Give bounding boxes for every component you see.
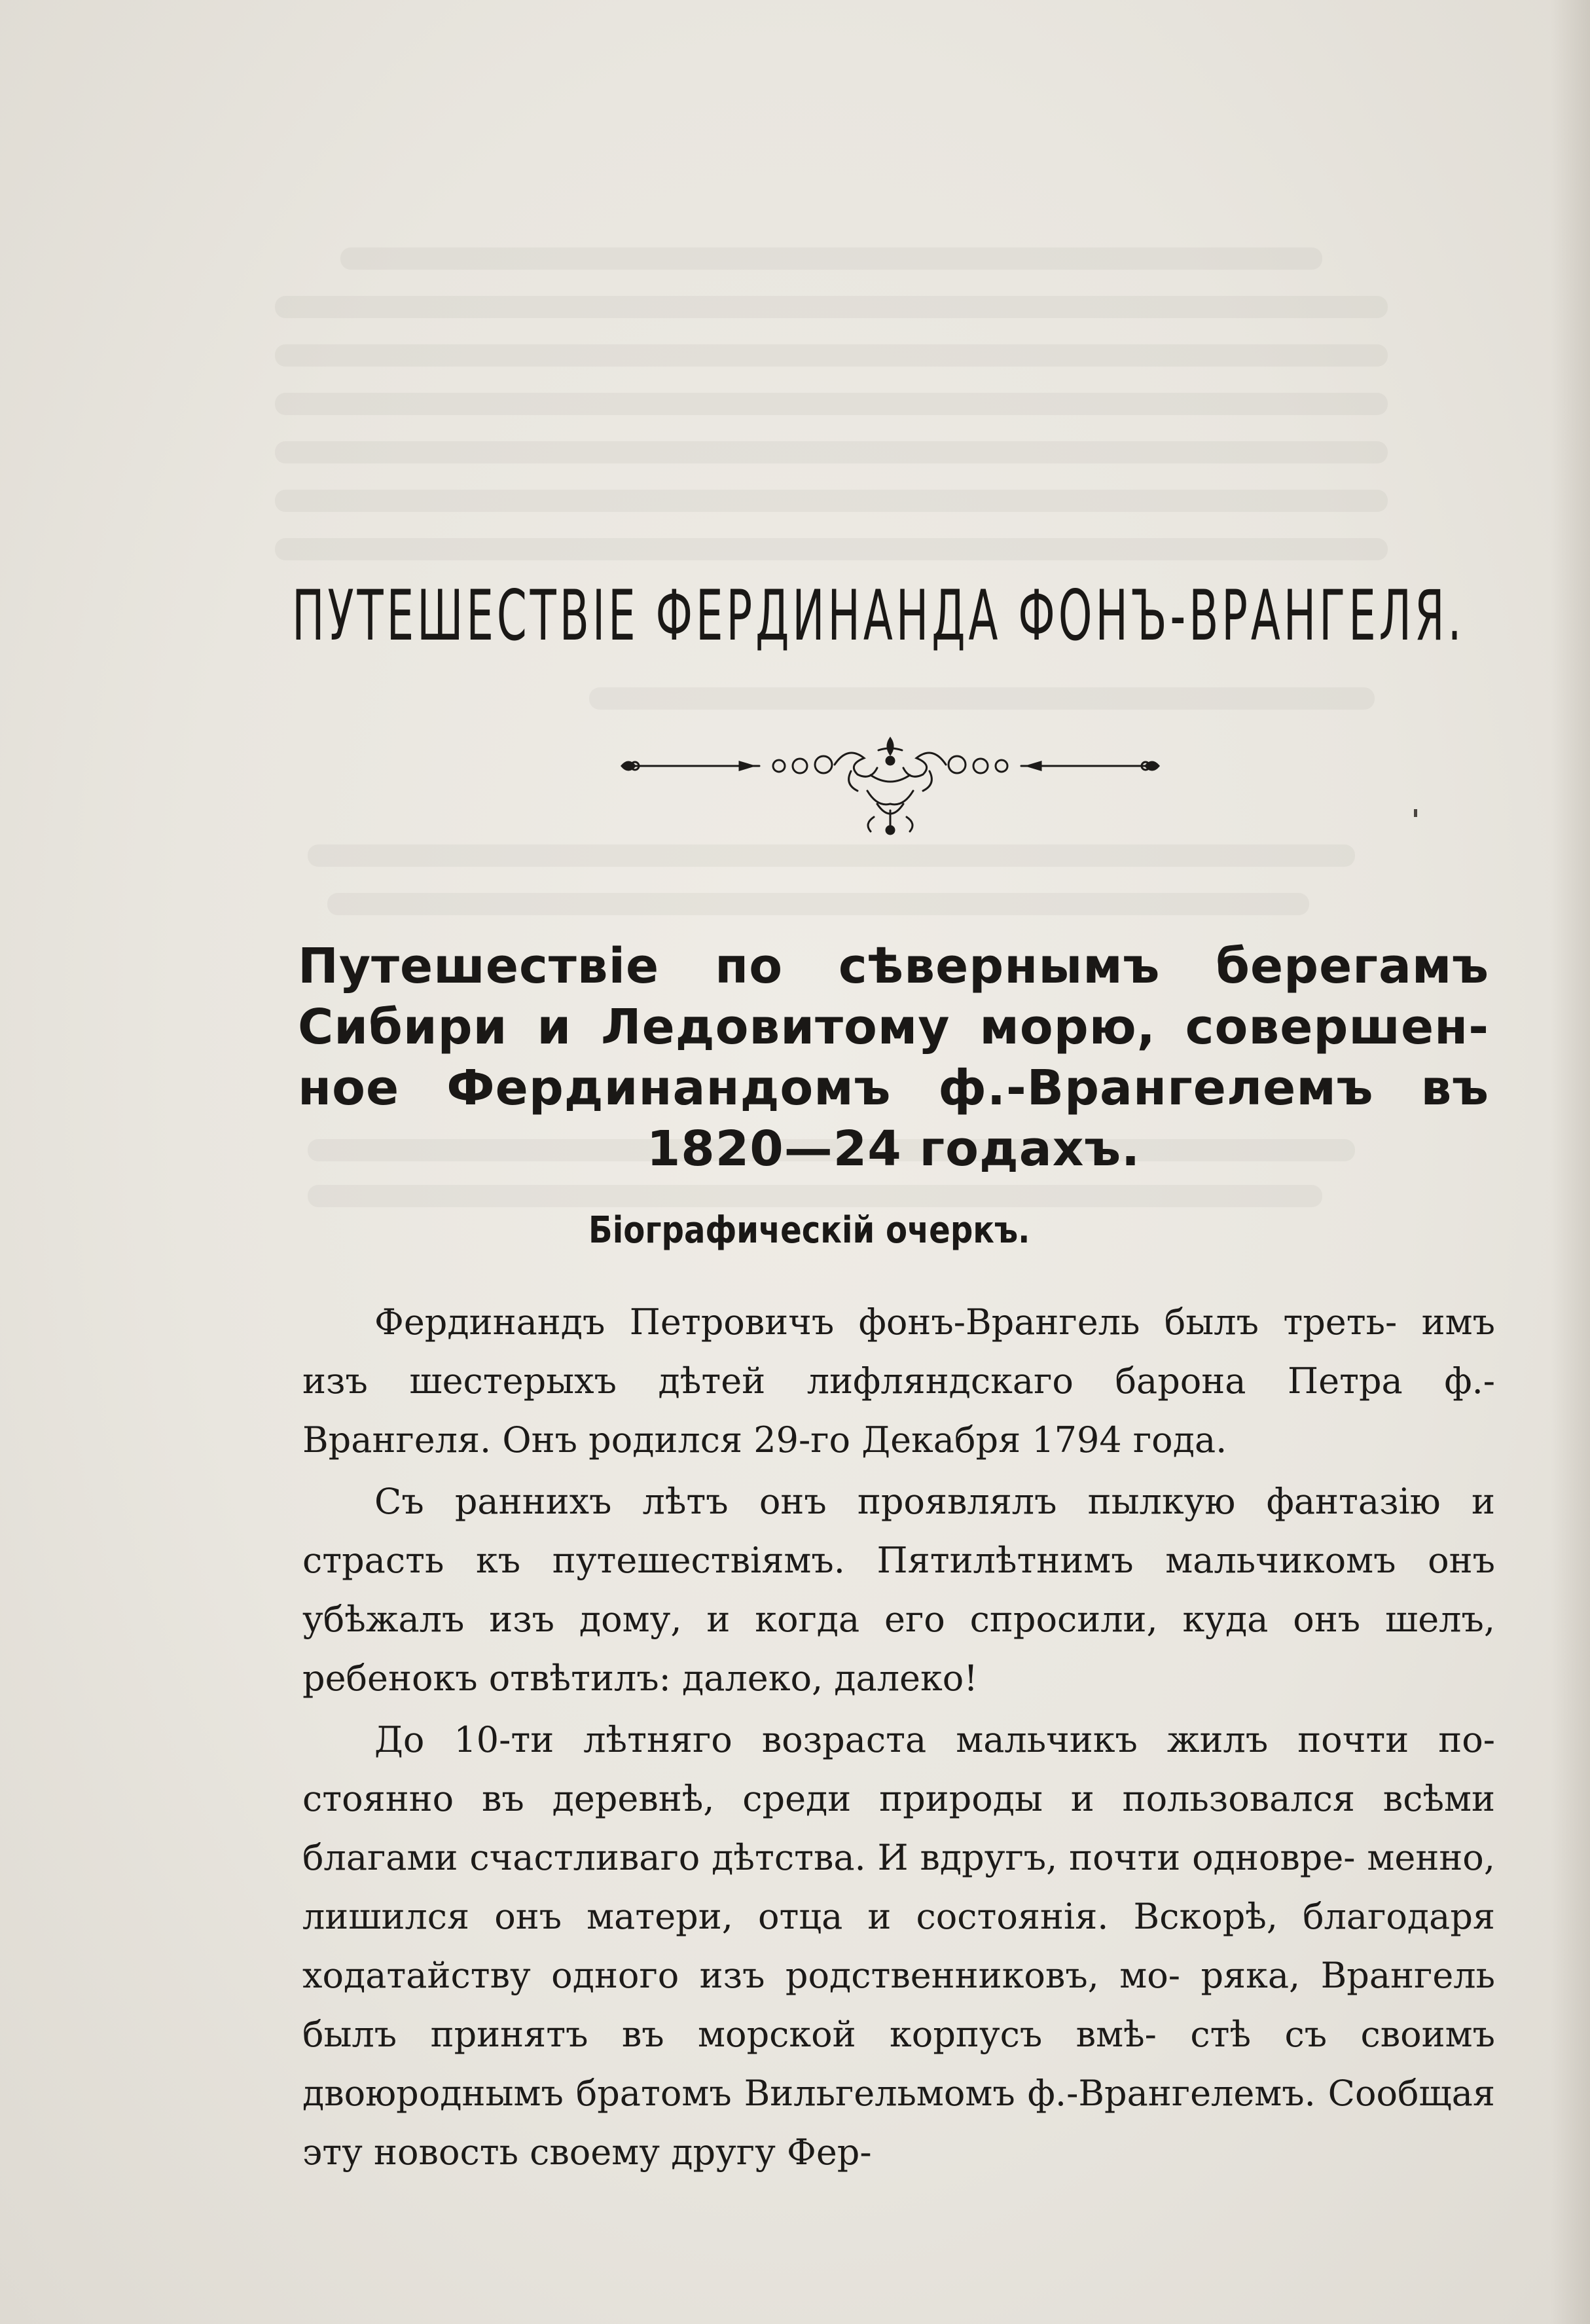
body-text: [302, 1293, 1495, 2185]
title-line: ное Фердинандомъ ф.-Врангелемъ въ: [298, 1060, 1489, 1116]
show-through-line: [275, 441, 1388, 463]
scroll-ornament-icon: [609, 732, 1172, 843]
show-through-line: [275, 490, 1388, 512]
title-line: Сибири и Ледовитому морю, совершен-: [298, 999, 1489, 1055]
show-through-line: [308, 844, 1355, 867]
show-through-line: [308, 1185, 1322, 1207]
title-line: 1820—24 годахъ.: [646, 1121, 1141, 1177]
show-through-line: [589, 687, 1375, 710]
book-title: [298, 936, 1489, 1180]
page-edge-shadow: [1551, 0, 1590, 2324]
show-through-line: [275, 296, 1388, 318]
show-through-line: [327, 893, 1309, 915]
show-through-line: [340, 247, 1322, 270]
title-line: Путешествіе по сѣвернымъ берегамъ: [298, 938, 1489, 994]
paragraph: Фердинандъ Петровичъ фонъ-Врангель былъ треть- имъ изъ шестерыхъ дѣтей лифляндскаго барона Петра ф.-Врангеля. Онъ родился 29-го Декабря 1794 года.: [302, 1301, 1495, 1461]
paragraph: Съ раннихъ лѣтъ онъ проявлялъ пылкую фантазію и страсть къ путешествіямъ. Пятилѣтнимъ мальчикомъ онъ убѣжалъ изъ дому, и когда его спросили, куда онъ шелъ, ребенокъ отвѣтилъ: далеко, далеко!: [302, 1481, 1495, 1699]
section-subtitle: Біографическій очеркъ.: [588, 1209, 1030, 1252]
show-through-line: [275, 538, 1388, 560]
stray-ink-mark: [1414, 809, 1417, 817]
paragraph: До 10-ти лѣтняго возраста мальчикъ жилъ почти по- стоянно въ деревнѣ, среди природы и пользовался всѣми благами счастливаго дѣтства. И вдругъ, почти одновре- менно, лишился онъ матери, отца и состоянія. Вскорѣ, благодаря ходатайству одного изъ родственниковъ, мо- ряка, Врангель былъ принятъ въ морской корпусъ вмѣ- стѣ съ своимъ двоюроднымъ братомъ Вильгельмомъ ф.-Врангелемъ. Сообщая эту новость своему другу Фер-: [302, 1719, 1495, 2173]
show-through-line: [275, 344, 1388, 367]
page-headline: ПУТЕШЕСТВІЕ ФЕРДИНАНДА ФОНЪ-ВРАНГЕЛЯ.: [292, 575, 1465, 656]
show-through-line: [275, 393, 1388, 415]
